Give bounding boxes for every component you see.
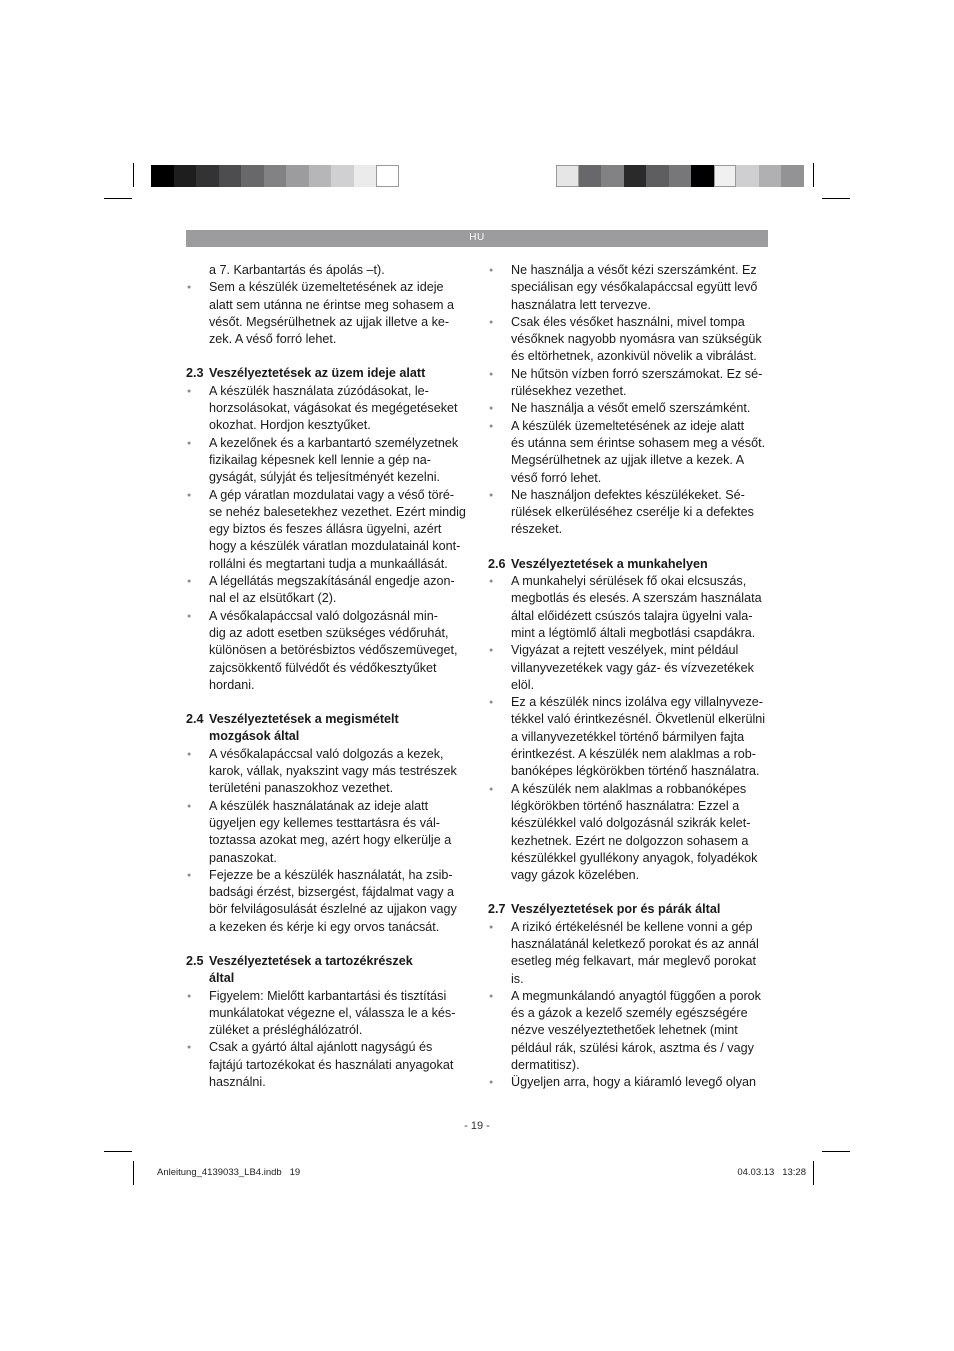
bullet-line: és utánna sem érintse sohasem meg a vésőt. xyxy=(511,435,766,450)
bullet-line: használatra lett tervezve. xyxy=(511,297,652,312)
bullet-line: ● A megmunkálandó anyagtól függően a porok xyxy=(511,988,761,1003)
color-swatch xyxy=(781,165,804,187)
bullet-item xyxy=(488,642,770,694)
bullet-line: ● Figyelem: Mielőtt karbantartási és tisztítási xyxy=(209,988,447,1003)
bullet-line: fizikailag képesnek kell lennie a gép na- xyxy=(209,452,431,467)
color-swatch xyxy=(241,165,264,187)
bullet-line: megbotlás és elesés. A szerszám használata xyxy=(511,591,762,606)
color-swatch xyxy=(669,165,692,187)
bullet-line: kezhetnek. Ezért ne dolgozzon sohasem a xyxy=(511,833,749,848)
bullet-item xyxy=(488,366,770,401)
section-title: Veszélyeztetések a munkahelyen xyxy=(511,556,708,571)
section-heading xyxy=(488,901,770,918)
bullet-line: dermatitisz). xyxy=(511,1058,580,1073)
bullet-line: Megsérülhetnek az ujjak illetve a kezek. A xyxy=(511,453,745,468)
language-header-bar xyxy=(186,230,768,247)
bullet-line: használni. xyxy=(209,1075,266,1090)
bullet-item xyxy=(488,919,770,988)
crop-mark xyxy=(822,1151,850,1152)
section-heading xyxy=(488,556,770,573)
bullet-line: ● Ne használja a vésőt kézi szerszámként. Ez xyxy=(511,263,757,277)
paragraph-spacer xyxy=(186,348,468,365)
bullet-line: rülések elkerüléséhez cserélje ki a defektes xyxy=(511,505,754,520)
bullet-line: ● Sem a készülék üzemeltetésének az ideje xyxy=(209,280,444,295)
crop-mark xyxy=(813,163,814,187)
bullet-line: ● Ne használja a vésőt emelő szerszámként. xyxy=(511,401,751,416)
bullet-line: se nehéz balesetekhez vezethet. Ezért mindig xyxy=(209,504,466,519)
bullet-line: ● Fejezze be a készülék használatát, ha zsib- xyxy=(209,867,453,882)
bullet-line: érintkezést. A készülék nem alaklmas a rob- xyxy=(511,747,756,762)
crop-mark xyxy=(822,198,850,199)
bullet-line: ● Csak éles vésőket használni, mivel tompa xyxy=(511,314,745,329)
bullet-line: ● Vigyázat a rejtett veszélyek, mint például xyxy=(511,643,739,658)
left-text-column xyxy=(186,262,468,1091)
bullet-line: vésőt. Megsérülhetnek az ujjak illetve a ke- xyxy=(209,314,450,329)
section-title: Veszélyeztetések az üzem ideje alatt xyxy=(209,366,426,381)
color-swatch xyxy=(691,165,714,187)
bullet-line: ● A gép váratlan mozdulatai vagy a véső töré- xyxy=(209,487,455,502)
color-swatch xyxy=(309,165,332,187)
section-heading xyxy=(186,711,468,728)
bullet-line: ● Ne hűtsön vízben forró szerszámokat. Ez sé- xyxy=(511,366,763,381)
bullet-line: ● A kezelőnek és a karbantartó személyzetnek xyxy=(209,435,459,450)
bullet-line: által előidézett csúszós talajra ügyelni vala- xyxy=(511,608,753,623)
bullet-item xyxy=(488,1074,770,1091)
right-text-column xyxy=(488,262,770,1092)
continued-text: a 7. Karbantartás és ápolás –t). xyxy=(209,263,385,277)
paragraph-spacer xyxy=(186,936,468,953)
bullet-line: készülékkel gyullékony anyagok, folyadékok xyxy=(511,850,758,865)
bullet-line: toztassa azokat meg, azért hogy elkerülje a xyxy=(209,833,452,848)
paragraph-spacer xyxy=(488,884,770,901)
crop-mark xyxy=(104,198,132,199)
footer-file-info: Anleitung_4139033_LB4.indb 19 xyxy=(157,1167,301,1178)
bullet-line: zek. A véső forró lehet. xyxy=(209,332,337,347)
bullet-line: hogy a készülék váratlan mozdulatainál kont- xyxy=(209,539,461,554)
section-title: Veszélyeztetések a tartozékrészek xyxy=(209,953,413,968)
crop-mark xyxy=(104,1151,132,1152)
bullet-item xyxy=(488,988,770,1074)
bullet-line: légkörökben történő használatra: Ezzel a xyxy=(511,798,740,813)
bullet-line: ● A munkahelyi sérülések fő okai elcsuszás, xyxy=(511,574,747,589)
bullet-item xyxy=(488,573,770,642)
color-swatch xyxy=(714,165,737,187)
bullet-line: ● A készülék használatának az ideje alatt xyxy=(209,798,429,813)
bullet-line: tékkel való érintkezésnél. Ökvetlenül elkerülni xyxy=(511,712,766,727)
crop-mark xyxy=(133,1161,134,1185)
bullet-line: vagy gázok közelében. xyxy=(511,868,640,883)
page-number: - 19 - xyxy=(464,1120,490,1132)
bullet-item xyxy=(186,798,468,867)
bullet-line: nézve veszélyeztethetőek lehetnek (mint xyxy=(511,1023,738,1038)
bullet-line: badsági érzést, bizsergést, fájdalmat vagy a xyxy=(209,885,455,900)
bullet-line: hordani. xyxy=(209,677,255,692)
section-heading xyxy=(186,953,468,970)
bullet-line: ● A készülék nem alaklmas a robbanóképes xyxy=(511,781,747,796)
bullet-line: és eltörhetnek, azonkivül növelik a vibrálást. xyxy=(511,349,757,364)
paragraph-spacer xyxy=(186,694,468,711)
bullet-line: a villanyvezetékkel történő bármilyen fajta xyxy=(511,729,745,744)
bullet-line: esetleg még felkavart, már meglevő porokat xyxy=(511,954,756,969)
color-swatch xyxy=(264,165,287,187)
bullet-line: például rák, szülési károk, asztma és / vagy xyxy=(511,1040,754,1055)
bullet-item xyxy=(186,279,468,348)
section-title: Veszélyeztetések a megismételt xyxy=(209,712,399,727)
bullet-item xyxy=(186,988,468,1040)
bullet-line: okozhat. Hordjon kesztyűket. xyxy=(209,418,371,433)
bullet-item xyxy=(186,867,468,936)
bullet-item xyxy=(186,746,468,798)
bullet-item xyxy=(488,487,770,539)
bullet-item xyxy=(186,573,468,608)
section-heading xyxy=(186,365,468,382)
bullet-line: vésőknek nagyobb nyomásra van szükségük xyxy=(511,332,762,347)
color-swatch xyxy=(759,165,782,187)
bullet-line: mint a légtömlő általi megbotlási csapdákra. xyxy=(511,625,756,640)
bullet-line: ügyeljen egy kellemes testtartásra és vál- xyxy=(209,815,440,830)
section-number: 2.6 xyxy=(488,556,506,571)
color-swatch xyxy=(151,165,174,187)
section-number: 2.5 xyxy=(186,953,204,968)
bullet-item xyxy=(488,418,770,487)
bullet-line: horzsolásokat, vágásokat és megégetéseket xyxy=(209,401,458,416)
section-number: 2.4 xyxy=(186,712,204,727)
bullet-line: ● A vésőkalapáccsal való dolgozás a kezek, xyxy=(209,746,444,761)
section-heading: által xyxy=(209,971,235,986)
bullet-line: bör felvilágosulását észlelné az ujjakon vagy xyxy=(209,902,457,917)
bullet-line: is. xyxy=(511,971,524,986)
color-swatch xyxy=(736,165,759,187)
crop-mark xyxy=(813,1161,814,1185)
color-swatch xyxy=(331,165,354,187)
bullet-item xyxy=(186,435,468,487)
section-heading: mozgások által xyxy=(209,729,300,744)
bullet-item xyxy=(186,487,468,573)
bullet-item xyxy=(186,1039,468,1091)
bullet-item xyxy=(186,383,468,435)
bullet-line: nal el az elsütőkart (2). xyxy=(209,591,337,606)
bullet-line: villanyvezetékek vagy gáz- és vízvezetékek xyxy=(511,660,754,675)
bullet-line: ● A légellátás megszakításánál engedje azon- xyxy=(209,574,455,589)
bullet-line: banóképes légkörökben történő használatra. xyxy=(511,764,760,779)
bullet-line: gyságát, súlyját és teljesítményét kezelni. xyxy=(209,470,440,485)
section-number: 2.3 xyxy=(186,366,204,381)
bullet-line: ● A rizikó értékelésnél be kellene vonni a gép xyxy=(511,919,753,934)
color-swatch xyxy=(174,165,197,187)
bullet-line: ● Ez a készülék nincs izolálva egy villalnyveze- xyxy=(511,695,763,710)
section-title: Veszélyeztetések por és párák által xyxy=(511,902,721,917)
bullet-line: züléket a présléghálózatról. xyxy=(209,1023,363,1038)
color-swatch xyxy=(376,165,399,187)
color-swatch xyxy=(286,165,309,187)
bullet-line: egy biztos és feszes állásra ügyelni, azért xyxy=(209,522,442,537)
bullet-line: ● A készülék üzemeltetésének az ideje alatt xyxy=(511,418,745,433)
crop-mark xyxy=(133,163,134,187)
bullet-line: készülékkel való dolgozásnál szikrák kelet- xyxy=(511,816,751,831)
color-swatch xyxy=(579,165,602,187)
bullet-line: fajtájú tartozékokat és használati anyagokat xyxy=(209,1057,454,1072)
bullet-line: és a gázok a kezelő személy egészségére xyxy=(511,1006,748,1021)
bullet-line: a kezeken és kérje ki egy orvos tanácsát. xyxy=(209,919,440,934)
bullet-line: zajcsökkentő fülvédőt és védőkesztyűket xyxy=(209,660,437,675)
bullet-line: ● Ügyeljen arra, hogy a kiáramló levegő olyan xyxy=(511,1075,757,1090)
bullet-item xyxy=(488,400,770,417)
bullet-line: használatánál keletkező porokat és az annál xyxy=(511,936,759,951)
bullet-line: rollálni és megtartani tudja a munkaállását. xyxy=(209,556,448,571)
bullet-line: dig az adott esetben szükséges védőruhát, xyxy=(209,625,449,640)
bullet-item xyxy=(488,694,770,780)
color-swatch xyxy=(219,165,242,187)
bullet-line: ● A vésőkalapáccsal való dolgozásnál min- xyxy=(209,608,438,623)
bullet-line: munkálatokat végezne el, válassza le a kés- xyxy=(209,1005,456,1020)
color-swatch xyxy=(646,165,669,187)
bullet-item xyxy=(488,262,770,314)
color-swatch xyxy=(196,165,219,187)
bullet-item xyxy=(186,608,468,694)
bullet-line: területéni panaszokhoz vezethet. xyxy=(209,781,394,796)
bullet-item xyxy=(488,314,770,366)
bullet-line: véső forró lehet. xyxy=(511,470,602,485)
bullet-line: ● A készülék használata zúzódásokat, le- xyxy=(209,383,429,398)
footer-date-time: 04.03.13 13:28 xyxy=(737,1167,806,1178)
bullet-line: karok, vállak, nyakszint vagy más testrészek xyxy=(209,764,457,779)
bullet-line: ● Csak a gyártó által ajánlott nagyságú és xyxy=(209,1040,433,1055)
color-swatch xyxy=(354,165,377,187)
paragraph-spacer xyxy=(488,539,770,556)
bullet-item xyxy=(488,781,770,885)
bullet-line: speciálisan egy vésőkalapáccsal együtt levő xyxy=(511,280,758,295)
bullet-line: részeket. xyxy=(511,522,563,537)
bullet-line: panaszokat. xyxy=(209,850,277,865)
bullet-line: elöl. xyxy=(511,677,535,692)
section-number: 2.7 xyxy=(488,902,506,917)
bullet-line: rülésekhez vezethet. xyxy=(511,384,627,399)
bullet-line: ● Ne használjon defektes készülékeket. Sé- xyxy=(511,487,745,502)
color-swatch xyxy=(601,165,624,187)
color-swatch xyxy=(556,165,579,187)
language-code: HU xyxy=(469,232,485,243)
bullet-line: különösen a betörésbiztos védőszemüveget, xyxy=(209,643,458,658)
color-swatch xyxy=(624,165,647,187)
bullet-line: alatt sem utánna ne érintse meg sohasem a xyxy=(209,297,455,312)
